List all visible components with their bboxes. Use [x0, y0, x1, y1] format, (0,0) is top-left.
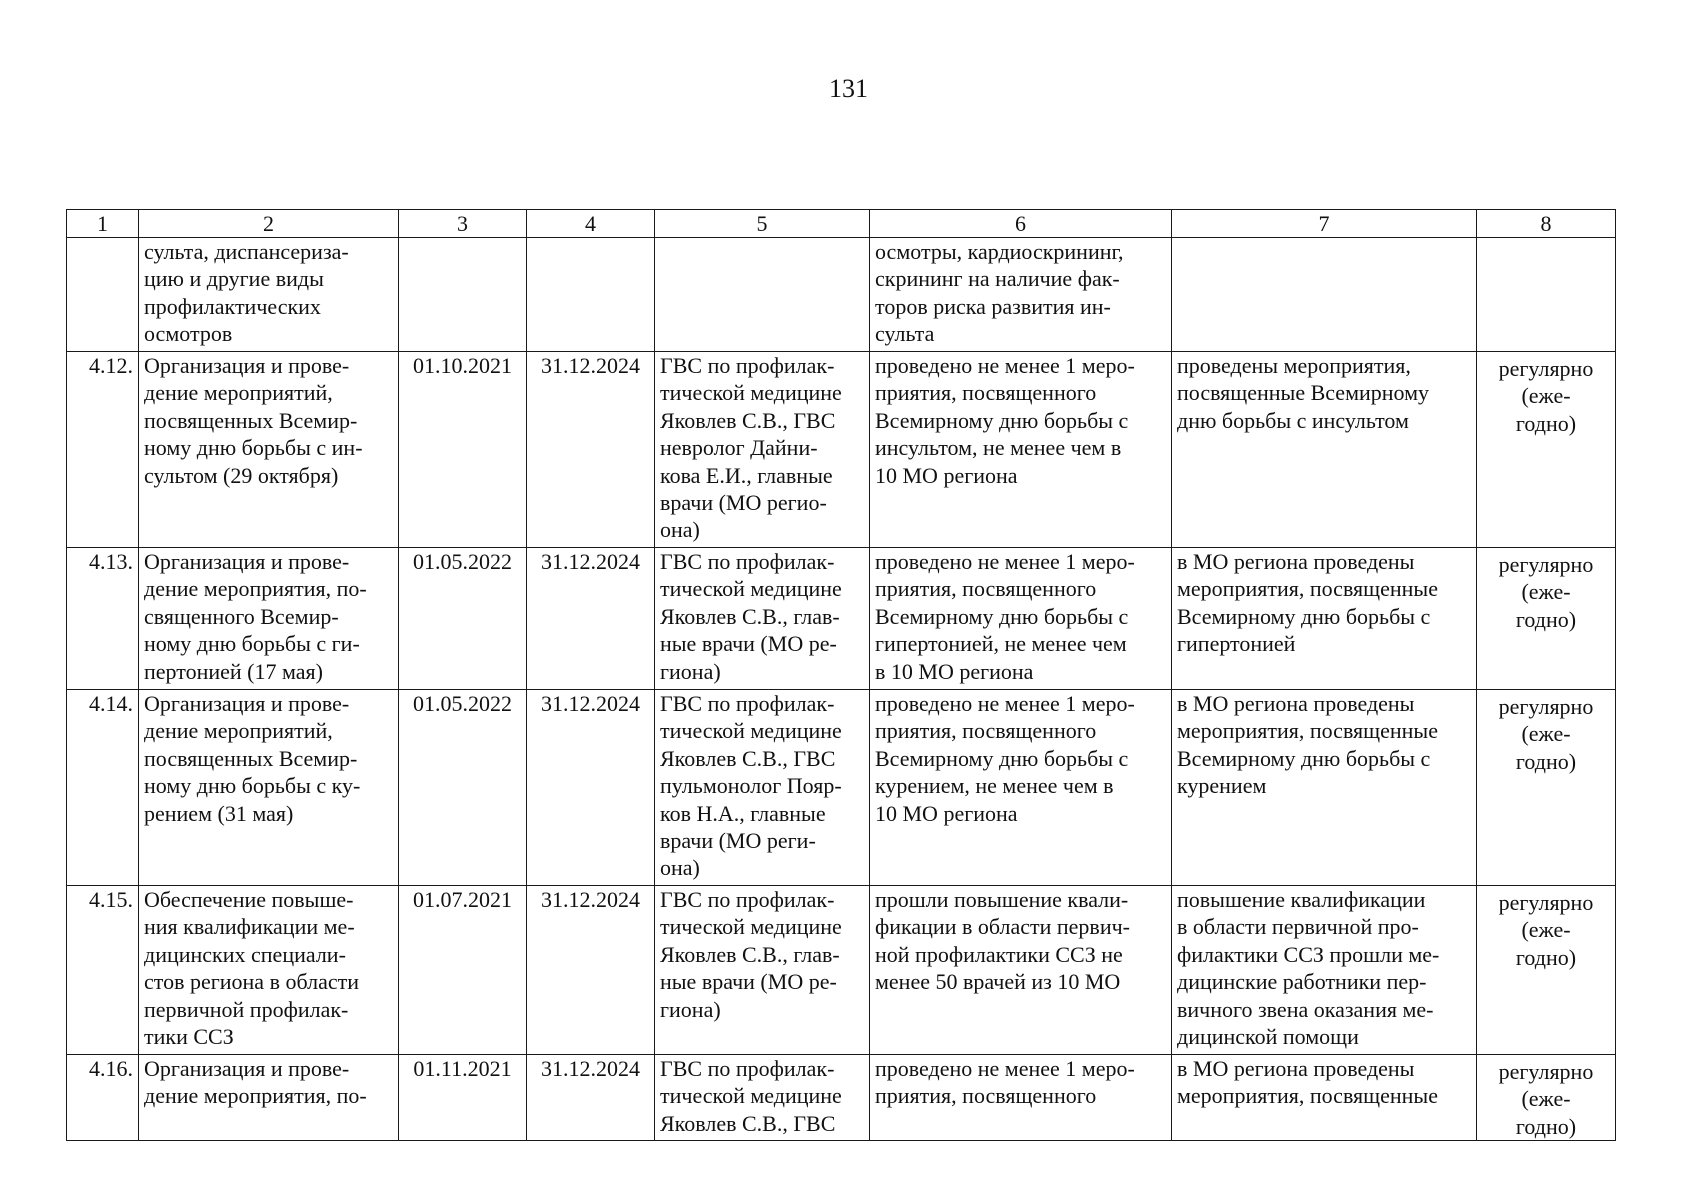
table-row — [67, 238, 1616, 352]
regularity-cell — [1477, 238, 1616, 352]
start-date-cell — [399, 238, 527, 352]
indicator-cell: проведено не менее 1 меро- приятия, посвященного Всемирному дню борьбы с курением, не менее чем в 10 МО региона — [870, 690, 1172, 886]
regularity-cell: регулярно (еже- годно) — [1477, 690, 1616, 886]
column-header: 4 — [527, 210, 655, 238]
event-cell: Организация и прове- дение мероприятия, по- — [139, 1055, 399, 1141]
responsible-cell: ГВС по профилак- тической медицине Яковлев С.В., глав- ные врачи (МО ре- гиона) — [655, 548, 870, 690]
event-cell: Организация и прове- дение мероприятий, посвященных Всемир- ному дню борьбы с ку- рением (31 мая) — [139, 690, 399, 886]
start-date-cell: 01.05.2022 — [399, 548, 527, 690]
start-date-cell: 01.11.2021 — [399, 1055, 527, 1141]
column-header: 2 — [139, 210, 399, 238]
column-header: 1 — [67, 210, 139, 238]
indicator-cell: проведено не менее 1 меро- приятия, посвященного — [870, 1055, 1172, 1141]
responsible-cell — [655, 238, 870, 352]
table-row — [67, 1055, 1616, 1141]
event-cell: Организация и прове- дение мероприятия, по- священного Всемир- ному дню борьбы с ги- пертонией (17 мая) — [139, 548, 399, 690]
end-date-cell: 31.12.2024 — [527, 1055, 655, 1141]
regularity-cell: регулярно (еже- годно) — [1477, 548, 1616, 690]
table-row — [67, 690, 1616, 886]
indicator-cell: осмотры, кардиоскрининг, скрининг на наличие фак- торов риска развития ин- сульта — [870, 238, 1172, 352]
column-header: 6 — [870, 210, 1172, 238]
result-cell: в МО региона проведены мероприятия, посвященные Всемирному дню борьбы с курением — [1172, 690, 1477, 886]
responsible-cell: ГВС по профилак- тической медицине Яковлев С.В., глав- ные врачи (МО ре- гиона) — [655, 886, 870, 1055]
column-header: 8 — [1477, 210, 1616, 238]
end-date-cell: 31.12.2024 — [527, 886, 655, 1055]
table-row — [67, 548, 1616, 690]
responsible-cell: ГВС по профилак- тической медицине Яковлев С.В., ГВС пульмонолог Пояр- ков Н.А., главные врачи (МО реги- она) — [655, 690, 870, 886]
end-date-cell: 31.12.2024 — [527, 548, 655, 690]
column-header: 5 — [655, 210, 870, 238]
indicator-cell: прошли повышение квали- фикации в области первич- ной профилактики ССЗ не менее 50 врачей из 10 МО — [870, 886, 1172, 1055]
regularity-cell: регулярно (еже- годно) — [1477, 886, 1616, 1055]
row-number: 4.13. — [67, 548, 139, 690]
indicator-cell: проведено не менее 1 меро- приятия, посвященного Всемирному дню борьбы с инсультом, не менее чем в 10 МО региона — [870, 352, 1172, 548]
header-row — [67, 210, 1616, 238]
result-cell — [1172, 238, 1477, 352]
regularity-cell: регулярно (еже- годно) — [1477, 1055, 1616, 1141]
row-number — [67, 238, 139, 352]
event-cell: Обеспечение повыше- ния квалификации ме- дицинских специали- стов региона в области первичной профилак- тики ССЗ — [139, 886, 399, 1055]
indicator-cell: проведено не менее 1 меро- приятия, посвященного Всемирному дню борьбы с гипертонией, не менее чем в 10 МО региона — [870, 548, 1172, 690]
result-cell: в МО региона проведены мероприятия, посвященные Всемирному дню борьбы с гипертонией — [1172, 548, 1477, 690]
end-date-cell — [527, 238, 655, 352]
activities-table — [66, 209, 1616, 1141]
start-date-cell: 01.10.2021 — [399, 352, 527, 548]
responsible-cell: ГВС по профилак- тической медицине Яковлев С.В., ГВС невролог Дайни- кова Е.И., главные врачи (МО регио- она) — [655, 352, 870, 548]
end-date-cell: 31.12.2024 — [527, 352, 655, 548]
start-date-cell: 01.05.2022 — [399, 690, 527, 886]
row-number: 4.14. — [67, 690, 139, 886]
regularity-cell: регулярно (еже- годно) — [1477, 352, 1616, 548]
end-date-cell: 31.12.2024 — [527, 690, 655, 886]
responsible-cell: ГВС по профилак- тической медицине Яковлев С.В., ГВС — [655, 1055, 870, 1141]
row-number: 4.16. — [67, 1055, 139, 1141]
column-header: 7 — [1172, 210, 1477, 238]
event-cell: сульта, диспансериза- цию и другие виды профилактических осмотров — [139, 238, 399, 352]
page-number: 131 — [829, 74, 868, 103]
row-number: 4.15. — [67, 886, 139, 1055]
column-header: 3 — [399, 210, 527, 238]
event-cell: Организация и прове- дение мероприятий, посвященных Всемир- ному дню борьбы с ин- сультом (29 октября) — [139, 352, 399, 548]
result-cell: проведены мероприятия, посвященные Всемирному дню борьбы с инсультом — [1172, 352, 1477, 548]
start-date-cell: 01.07.2021 — [399, 886, 527, 1055]
table-row — [67, 886, 1616, 1055]
table-row — [67, 352, 1616, 548]
result-cell: повышение квалификации в области первичной про- филактики ССЗ прошли ме- дицинские работники пер- вичного звена оказания ме- дицинской помощи — [1172, 886, 1477, 1055]
result-cell: в МО региона проведены мероприятия, посвященные — [1172, 1055, 1477, 1141]
row-number: 4.12. — [67, 352, 139, 548]
